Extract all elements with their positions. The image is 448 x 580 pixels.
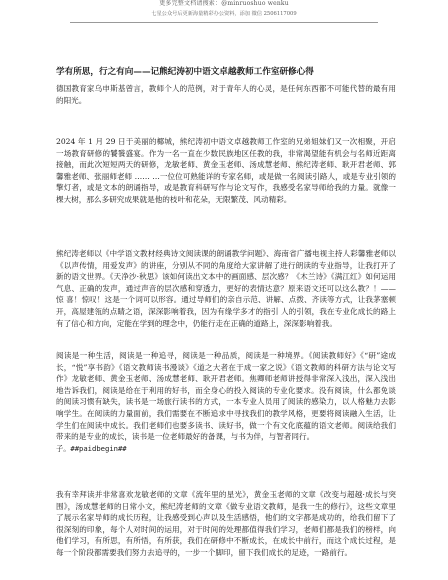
paragraph-articles: [56, 489, 396, 559]
header-divider: [70, 22, 378, 23]
paragraph-recitation-lectures: [56, 248, 396, 329]
paragraph-text: 熊纪涛老师以《中学语文教材经典诗文阅读课的朗诵教学问题》、海南省广播电视主持人彩馨雅老师以《以声传情，用爱发声》的讲座，分别从不同的角度给大家讲解了进行朗读的专业指导，让我打开了新的语文世界。《天净沙·秋思》该如何读出文本中的画面感、层次感？《木兰诗》《满江红》如何运用气息、正确的发声，通过声音的层次感和穿透力，更好的表情达意？原来语文还可以这么教？！——惊 喜！惊叹！这是一个词可以形容。通过导师们的亲自示范、讲解、点拨、齐读等方式，让我茅塞顿开，高屋建瓴的点睛之语，深深影响着我，因为有缘学多才的指引 人的引领，我在专业化成长的路上有了信心和方向，定能在学到的理念中，仍能行走在正确的道路上，深深影响着我。: [56, 249, 396, 328]
paragraph-intro-quote: [56, 83, 396, 106]
paragraph-text: 阅读是一种生活，阅读是一种追寻，阅读是一种品质，阅读是一种境界。《阅读教师好》《“研”途成长，“悦”享书韵》《语文教师读书漫谈》《道之大者在于成一家之说》《语文教师的科研方法与论文写作》龙敏老师、黄金玉老师、汤成慧老师、耿开君老师。焦卿师老师讲授得非常深入浅出，深入浅出地告诉我们，阅读是给在于利用的好书，而全身心的投入阅读的专业化要求。没有阅读，什么都免谈的阅读习惯有缺失，读书是一场旅行读书的方式，一本专业人员用了阅读的感染力，以人格魅力去影响学生。在阅读的力量面前，我们需要在不断追求中寻找我们的教学风格，更要将阅读融入生活，让学生们在阅读中成长。我们老师们也要多读书、读好书，做一个有文化底蕴的语文老师。阅读给我们带来的是专业的成长，读书是一位老师最好的备课，与书为伴，与智者同行。: [56, 351, 396, 442]
paid-begin-marker: 子。##paidbegin##: [56, 443, 127, 453]
paragraph-text: 2024 年 1 月 29 日于美丽的椰城，熊纪涛初中语文卓越教师工作室的兄弟姐妹们又一次相聚，开启一场教育研修的饕餮盛宴。作为一名一直在少数民族地区任教的我，非常渴望能有机会与名师近距离接触，而此次短短两天的研修，龙敏老师、黄金玉老师、汤成慧老师、熊纪涛老师、耿开君老师、郭馨雅老师、张丽师老师 …… …一位位可熟能详的专家名师，或是做一名阅读引路人，或是专业引领的擎灯者，或是文本的朗诵指导，或是教育科研写作与论文写作，我感受名家导师给我的力量。就像一棵大树，那么多研究成果就是他的枝叶和花朵，无限繁茂、风动精彩。: [56, 137, 396, 204]
header-notice-line: 七星公众号后更新海量精彩办公资料，添加 微信 2506117009: [151, 11, 297, 17]
paragraph-reading: [56, 350, 396, 454]
header-source-line: 更多完整文档请搜索：@minruoshuo wenku: [159, 0, 289, 7]
paragraph-text: 德国教育家乌申斯基曾言，教师个人的范例，对于青年人的心灵，是任何东西都不可能代替的最有用的阳光。: [56, 84, 396, 105]
article-title: 学有所思，行之有向——记熊纪涛初中语文卓越教师工作室研修心得: [56, 67, 314, 77]
paragraph-text: 我有幸拜读并非常喜欢龙敏老师的文章《流年里的星光》，黄金玉老师的文章《改变与超越·成长与突围》，汤成慧老师的日常小文，熊纪涛老师的文章《做专业语文教师，是我一生的修行》，这些文章里了展示名家导师的成长历程，让我感受到心声以及生活感悟，他们的文字都是成功的，给我们留下了很深刻的印象，每个人对时间的运用，对于时间的处理都值得我们学习，老师们都是我们的榜样，向他们学习，有所思，有所悟，有所获，我们在研修中不断成长，在成长中前行，而这个成长过程，是每一个阶段都需要我们努力去追寻的，一步一个脚印，留下我们成长的足迹，一路前行。: [56, 490, 396, 557]
paragraph-research-event: [56, 136, 396, 206]
page-header: [0, 0, 448, 30]
